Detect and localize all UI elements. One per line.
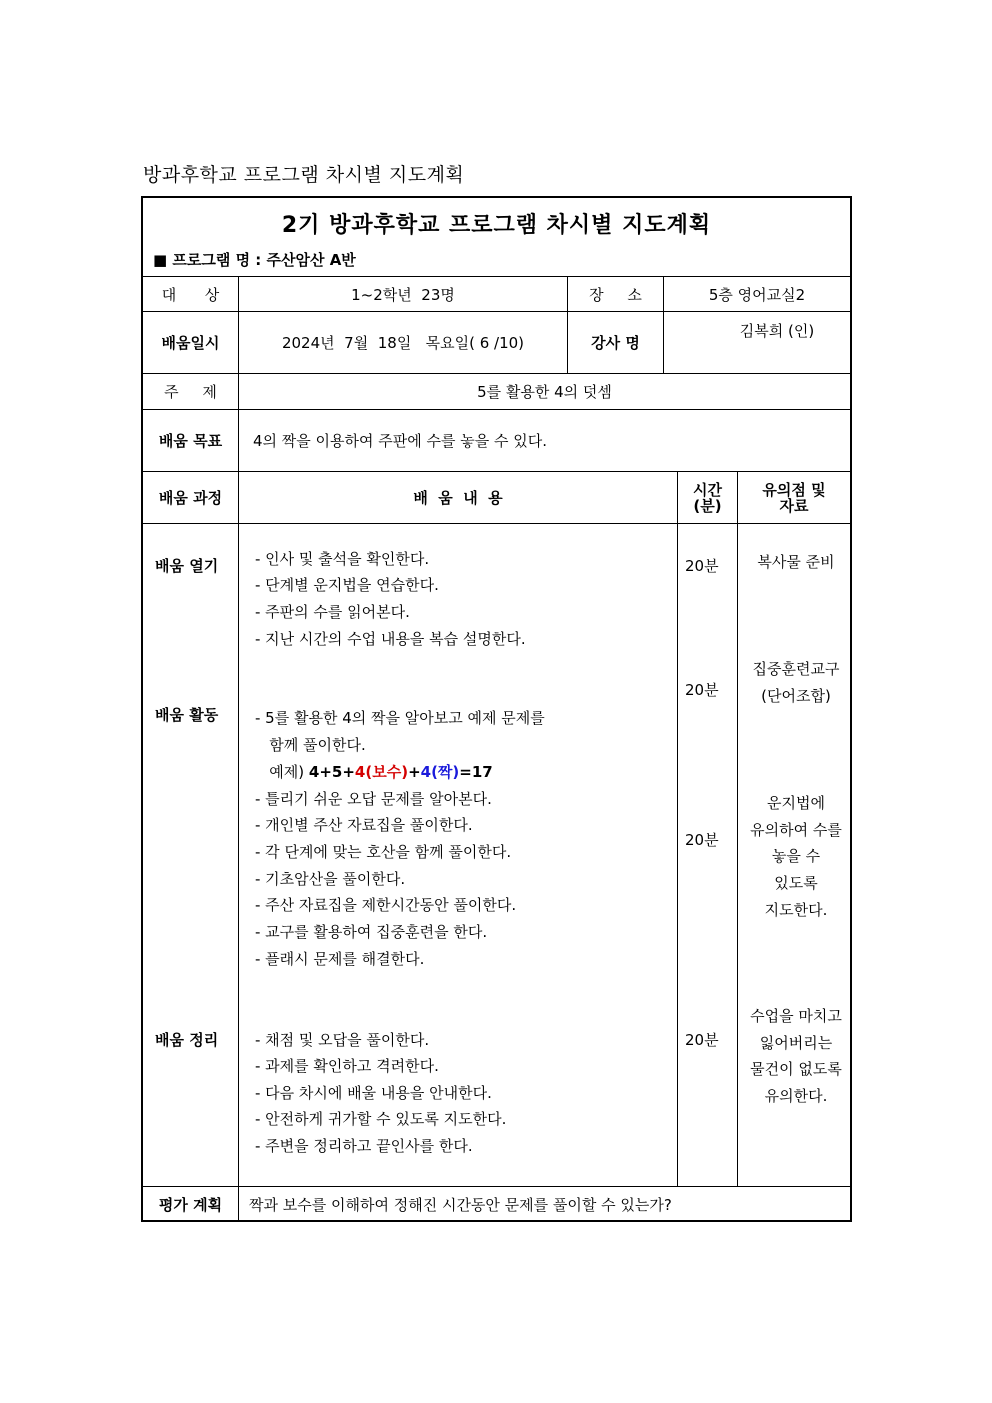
- activity-line: 함께 풀이한다.: [255, 736, 366, 754]
- date-row: [143, 312, 850, 374]
- plan-title: 2기 방과후학교 프로그램 차시별 지도계획: [281, 213, 712, 238]
- instructor-label: 강사 명: [568, 312, 664, 373]
- stage-opening-label: 배움 열기: [155, 557, 219, 575]
- activity-line: - 개인별 주산 자료집을 풀이한다.: [255, 816, 473, 834]
- closing-line: - 과제를 확인하고 격려한다.: [255, 1057, 439, 1075]
- place-label: 장 소: [568, 277, 664, 311]
- document-caption: 방과후학교 프로그램 차시별 지도계획: [143, 164, 465, 186]
- process-header: 배움 과정: [143, 472, 239, 523]
- example-part: +: [408, 763, 421, 781]
- closing-line: - 안전하게 귀가할 수 있도록 지도한다.: [255, 1110, 507, 1128]
- opening-line: - 주판의 수를 읽어본다.: [255, 603, 410, 621]
- content-row: [143, 524, 850, 1187]
- activity-line: - 기초암산을 풀이한다.: [255, 870, 406, 888]
- target-label: 대 상: [143, 277, 239, 311]
- date-label: 배움일시: [143, 312, 239, 373]
- closing-line: - 채점 및 오답을 풀이한다.: [255, 1031, 430, 1049]
- content-header: 배 움 내 용: [239, 472, 678, 523]
- stage-closing-label: 배움 정리: [155, 1031, 219, 1049]
- activity-line: - 플래시 문제를 해결한다.: [255, 950, 425, 968]
- example-line: [255, 761, 493, 782]
- goal-value: 4의 짝을 이용하여 주판에 수를 놓을 수 있다.: [253, 432, 548, 450]
- activity-line: - 5를 활용한 4의 짝을 알아보고 예제 문제를: [255, 709, 545, 727]
- evaluation-label: 평가 계획: [143, 1187, 239, 1222]
- evaluation-value: 짝과 보수를 이해하여 정해진 시간동안 문제를 풀이할 수 있는가?: [249, 1196, 672, 1214]
- closing-time: 20분: [685, 1031, 719, 1049]
- example-prefix: 예제): [255, 763, 309, 781]
- activity-time-2: 20분: [685, 831, 719, 849]
- activity-note-2: 운지법에 유의하여 수를 놓을 수 있도록 지도한다.: [750, 794, 842, 919]
- example-complement: 4(보수): [354, 763, 409, 781]
- activity-line: - 각 단계에 맞는 호산을 함께 풀이한다.: [255, 843, 512, 861]
- opening-line: - 인사 및 출석을 확인한다.: [255, 550, 430, 568]
- target-value: 1~2학년 23명: [239, 277, 568, 311]
- instructor-value: [664, 312, 850, 373]
- place-value: 5층 영어교실2: [708, 285, 806, 304]
- activity-line: - 틀리기 쉬운 오답 문제를 알아본다.: [255, 790, 492, 808]
- closing-line: - 다음 차시에 배울 내용을 안내한다.: [255, 1084, 492, 1102]
- example-part: =17: [459, 763, 493, 781]
- evaluation-row: [143, 1187, 850, 1222]
- program-name: ■ 프로그램 명 : 주산암산 A반: [153, 251, 356, 269]
- closing-note: 수업을 마치고 잃어버리는 물건이 없도록 유의한다.: [750, 1007, 842, 1106]
- activity-line: - 교구를 활용하여 집중훈련을 한다.: [255, 923, 488, 941]
- opening-line: - 지난 시간의 수업 내용을 복습 설명한다.: [255, 630, 526, 648]
- topic-value: 5를 활용한 4의 덧셈: [477, 383, 612, 401]
- closing-line: - 주변을 정리하고 끝인사를 한다.: [255, 1137, 473, 1155]
- process-column: [143, 524, 239, 1186]
- stage-activity-label: 배움 활동: [155, 706, 219, 724]
- opening-note: 복사물 준비: [757, 553, 835, 571]
- activity-note-1: 집중훈련교구 (단어조합): [752, 660, 840, 705]
- goal-row: [143, 410, 850, 472]
- title-row: [143, 198, 850, 277]
- time-header: 시간 (분): [678, 472, 738, 523]
- activity-time-1: 20분: [685, 681, 719, 699]
- date-value: 2024년 7월 18일 목요일( 6 /10): [239, 312, 568, 373]
- example-pair: 4(짝): [420, 763, 460, 781]
- opening-line: - 단계별 운지법을 연습한다.: [255, 576, 439, 594]
- target-row: [143, 277, 850, 312]
- goal-label: 배움 목표: [143, 410, 239, 471]
- lesson-plan-table: [141, 196, 852, 1222]
- time-column: [678, 524, 738, 1186]
- topic-row: [143, 374, 850, 410]
- header-row: [143, 472, 850, 524]
- instructor-name: 김복희 (인): [739, 322, 815, 340]
- example-part: 4+5+: [308, 763, 355, 781]
- topic-label: 주 제: [143, 374, 239, 409]
- activity-line: - 주산 자료집을 제한시간동안 풀이한다.: [255, 896, 517, 914]
- notes-header: 유의점 및 자료: [762, 480, 826, 515]
- opening-time: 20분: [685, 557, 719, 575]
